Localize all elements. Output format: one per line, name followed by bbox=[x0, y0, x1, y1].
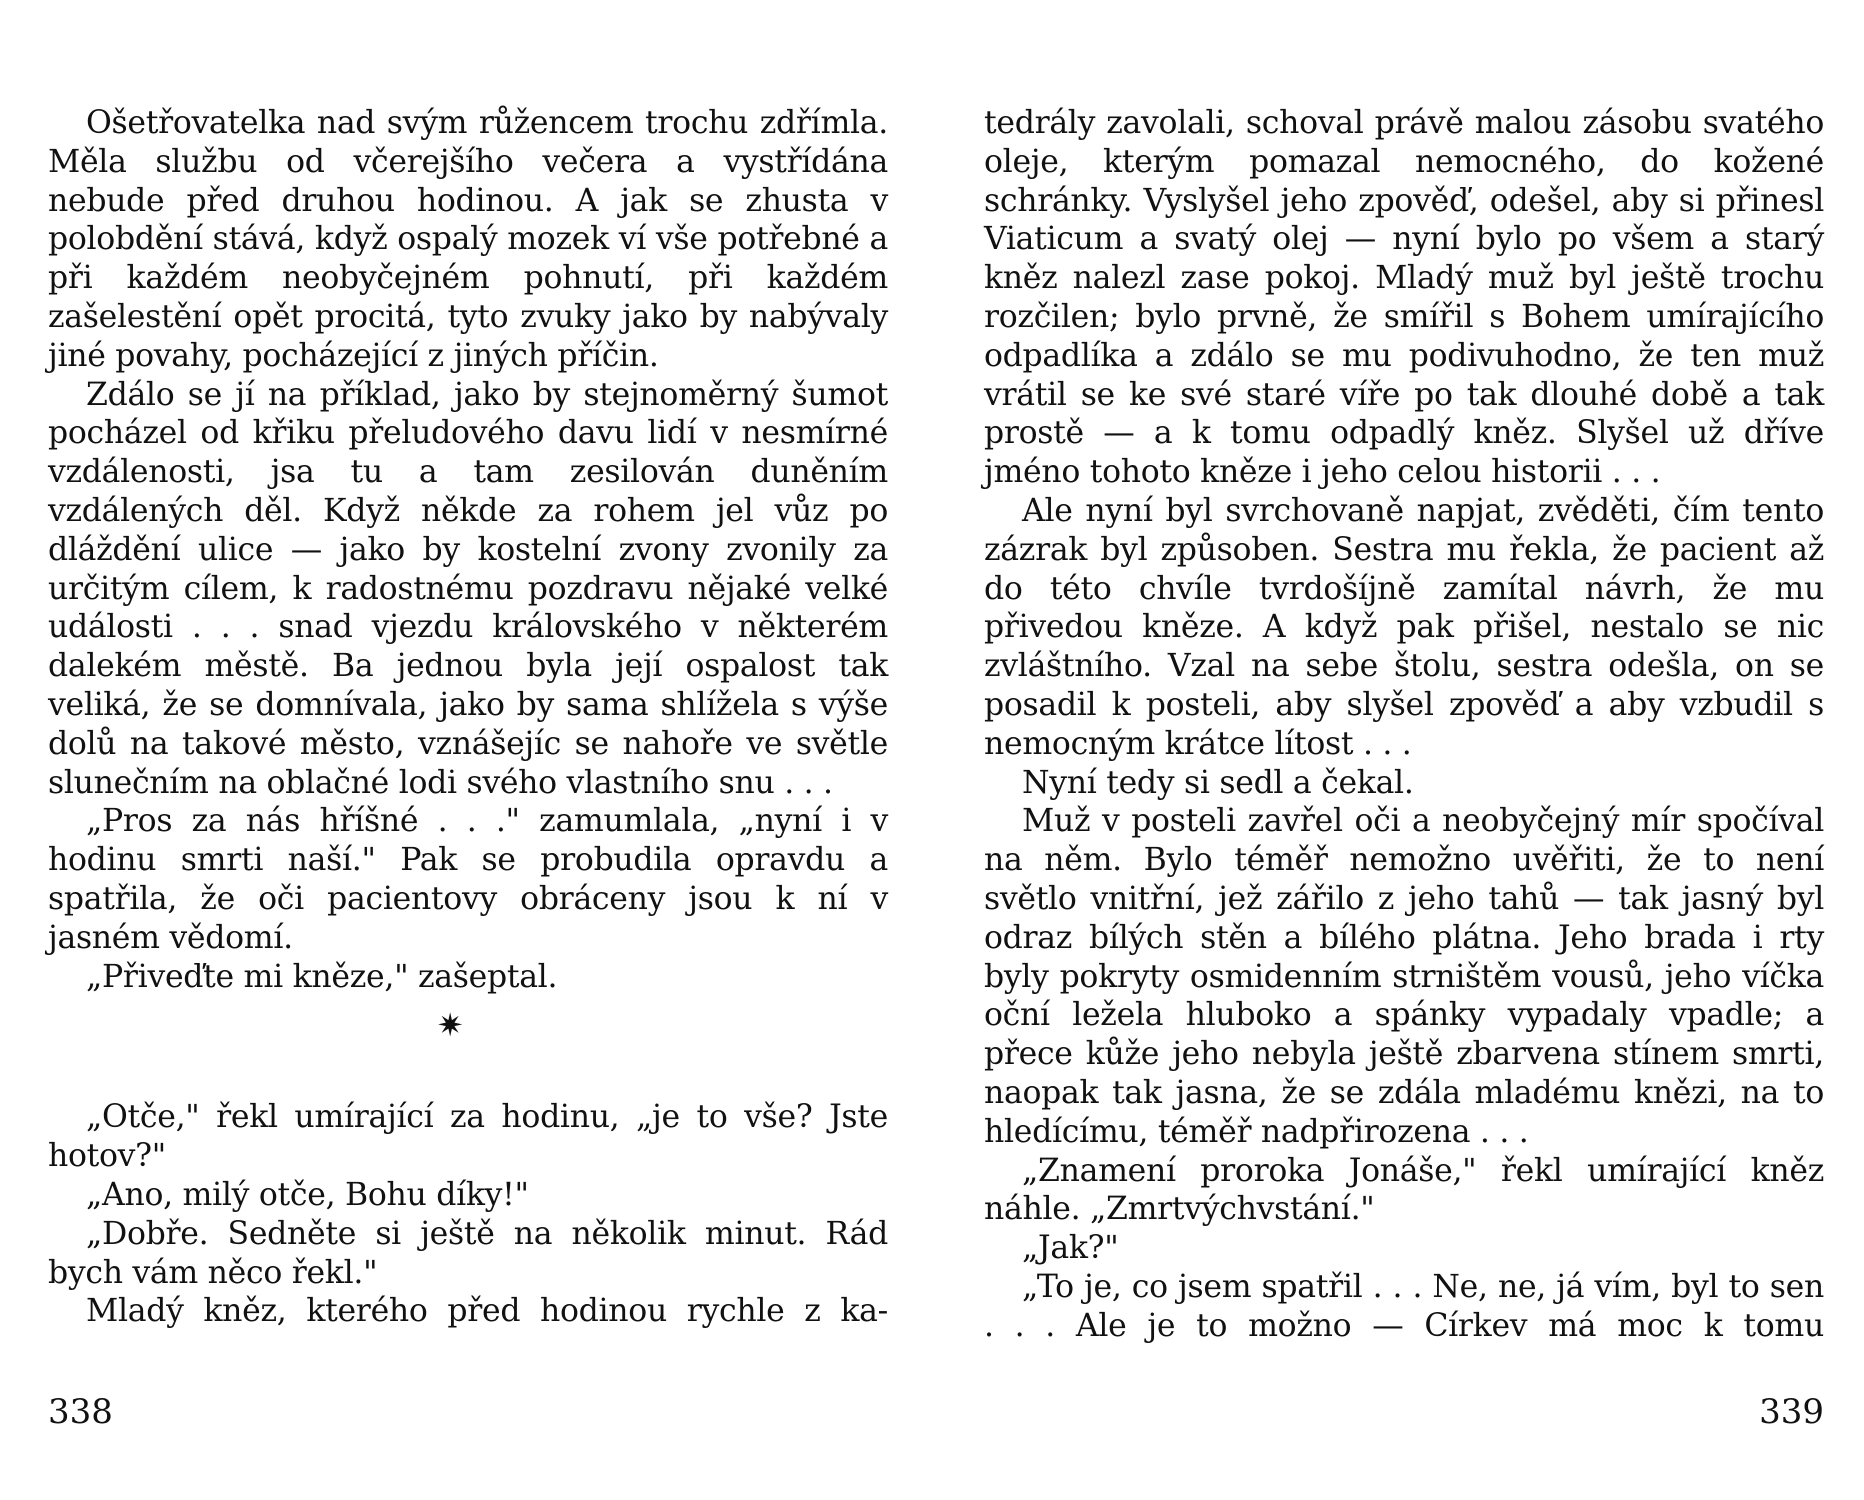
left-page bbox=[48, 104, 888, 1432]
paragraph: „Otče," řekl umírající za hodinu, „je to vše? Jste hotov?" bbox=[48, 1099, 888, 1175]
paragraph: Nyní tedy si sedl a čekal. bbox=[1022, 764, 1414, 801]
paragraph: „Ano, milý otče, Bohu díky!" bbox=[86, 1176, 529, 1213]
paragraph: Muž v posteli zavřel oči a neobyčejný mír spočíval na něm. Bylo téměř nemožno uvěřiti, že to není světlo vnitřní, jež zářilo z jeho tahů — tak jasný byl odraz bílých stěn a bílého plátna. Jeho brada i rty byly pokryty osmidenním strništěm vousů, jeho víčka oční ležela hluboko a spánky vypadaly vpadle; a přece kůže jeho nebyla ještě zbarvena stínem smrti, naopak tak jasna, že se zdála mladému knězi, na to hledícímu, téměř nadpřirozena . . . bbox=[984, 803, 1824, 1150]
paragraph: tedrály zavolali, schoval právě malou zásobu svatého oleje, kterým pomazal nemocného, do kožené schránky. Vyslyšel jeho zpověď, odešel, aby si přinesl Viaticum a svatý olej — nyní bylo po všem a starý kněz nalezl zase pokoj. Mladý muž byl ještě trochu rozčilen; bylo prvně, že smířil s Bohem umírajícího odpadlíka a zdálo se mu podivuhodno, že ten muž vrátil se ke své staré víře po tak dlouhé době a tak prostě — a k tomu odpadlý kněz. Slyšel už dříve jméno tohoto kněze i jeho celou historii . . . bbox=[984, 105, 1824, 491]
paragraph: Zdálo se jí na příklad, jako by stejnoměrný šumot pocházel od křiku přeludového davu lidí v nesmírné vzdálenosti, jsa tu a tam zesilován duněním vzdálených děl. Když někde za rohem jel vůz po dláždění ulice — jako by kostelní zvony zvonily za určitým cílem, k radostnému pozdravu nějaké velké události . . . snad vjezdu královského v některém dalekém městě. Ba jednou byla její ospalost tak veliká, že se domnívala, jako by sama shlížela s výše dolů na takové město, vznášejíc se nahoře ve světle slunečním na oblačné lodi svého vlastního snu . . . bbox=[48, 376, 888, 801]
right-page-text bbox=[984, 104, 1824, 1346]
paragraph: „Přiveďte mi kněze," zašeptal. bbox=[86, 958, 558, 995]
page-number: 338 bbox=[48, 1392, 113, 1432]
section-break-star: ✷ bbox=[436, 1006, 464, 1045]
page-number: 339 bbox=[1759, 1392, 1824, 1432]
right-page bbox=[984, 104, 1824, 1432]
paragraph: „Dobře. Sedněte si ještě na několik minut. Rád bych vám něco řekl." bbox=[48, 1215, 888, 1291]
paragraph: Ale nyní byl svrchovaně napjat, zvěděti, čím tento zázrak byl způsoben. Sestra mu řekla, že pacient až do této chvíle tvrdošíjně zamítal návrh, že mu přivedou kněze. A když pak přišel, nestalo se nic zvláštního. Vzal na sebe štolu, sestra odešla, on se posadil k posteli, aby slyšel zpověď a aby vzbudil s nemocným krátce lítost . . . bbox=[984, 492, 1824, 762]
paragraph: „Jak?" bbox=[1022, 1230, 1119, 1267]
left-page-text bbox=[48, 104, 888, 1331]
paragraph: „To je, co jsem spatřil . . . Ne, ne, já vím, byl to sen . . . Ale je to možno — Církev má moc k tomu bbox=[984, 1268, 1824, 1344]
paragraph: „Znamení proroka Jonáše," řekl umírající kněz náhle. „Zmrtvýchvstání." bbox=[984, 1152, 1824, 1228]
paragraph: Mladý kněz, kterého před hodinou rychle z ka- bbox=[86, 1293, 888, 1330]
paragraph: Ošetřovatelka nad svým růžencem trochu zdřímla. Měla službu od včerejšího večera a vystřídána nebude před druhou hodinou. A jak se zhusta v polobdění stává, když ospalý mozek ví vše potřebné a při každém neobyčejném pohnutí, při každém zašelestění opět procitá, tyto zvuky jako by nabývaly jiné povahy, pocházející z jiných příčin. bbox=[48, 105, 888, 374]
paragraph: „Pros za nás hříšné . . ." zamumlala, „nyní i v hodinu smrti naší." Pak se probudila opravdu a spatřila, že oči pacientovy obráceny jsou k ní v jasném vědomí. bbox=[48, 803, 888, 956]
